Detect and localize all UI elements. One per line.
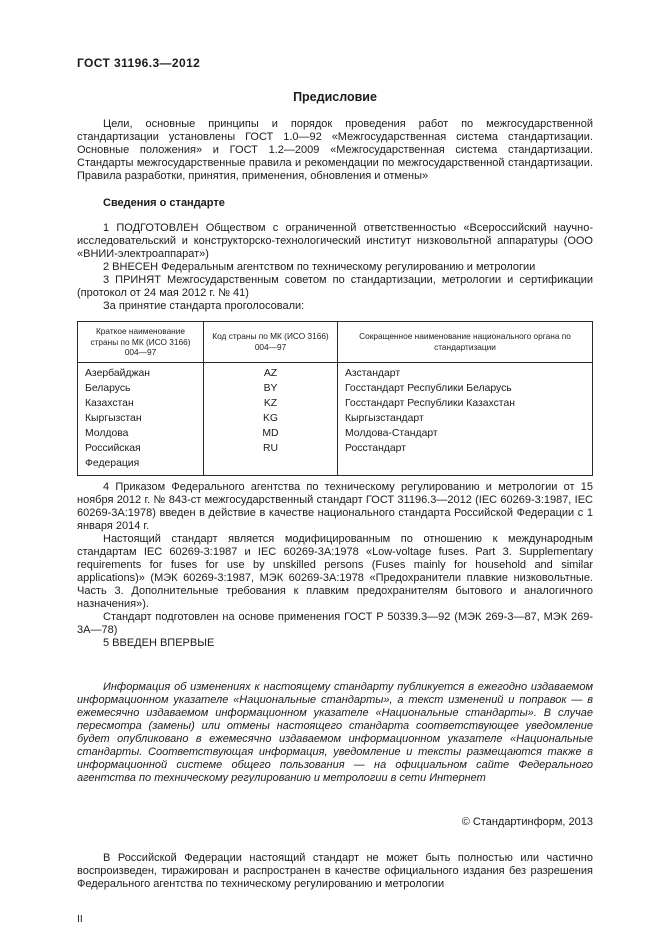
cell-body: Азстандарт	[338, 362, 593, 381]
table-row	[78, 362, 593, 381]
page-number: II	[77, 912, 83, 925]
doc-number: ГОСТ 31196.3—2012	[77, 56, 201, 70]
standard-info-items	[77, 222, 593, 313]
table-row	[78, 411, 593, 426]
info-item-1: 1 ПОДГОТОВЛЕН Обществом с ограниченной ответственностью «Всероссийский научно-исследовательский и конструкторско-технологический институт низковольтной аппаратуры (ООО «ВНИИ-электроаппарат»)	[77, 222, 593, 260]
cell-country: Молдова	[78, 426, 204, 441]
table-row	[78, 426, 593, 441]
cell-country: Азербайджан	[78, 362, 204, 381]
intro-paragraph: Цели, основные принципы и порядок проведения работ по межгосударственной стандартизации установлены ГОСТ 1.0—92 «Межгосударственная система стандартизации. Основные положения» и ГОСТ 1.2—2009 «Межгосударственная система стандартизации. Стандарты межгосударственные правила и рекомендации по межгосударственной стандартизации. Правила разработки, принятия, применения, обновления и отмены»	[77, 118, 593, 182]
amendments-notice: Информация об изменениях к настоящему стандарту публикуется в ежегодно издаваемом информационном указателе «Национальные стандарты», а текст изменений и поправок — в ежемесячно издаваемом информационном указателе «Национальные стандарты». В случае пересмотра (замены) или отмены настоящего стандарта соответствующее уведомление будет опубликовано в ежемесячно издаваемом информационном указателе «Национальные стандарты. Соответствующая информация, уведомление и тексты размещаются также в информационной системе общего пользования — на официальном сайте Федерального агентства по техническому регулированию и метрологии в сети Интернет	[77, 680, 593, 784]
cell-code: MD	[204, 426, 338, 441]
cell-country: Кыргызстан	[78, 411, 204, 426]
cell-body: Госстандарт Республики Казахстан	[338, 396, 593, 411]
voting-table-body	[78, 362, 593, 475]
info-item-4: 4 Приказом Федерального агентства по техническому регулированию и метрологии от 15 ноября 2012 г. № 843-ст межгосударственный стандарт ГОСТ 31196.3—2012 (IEC 60269-3:1987, IEC 60269-3A:1978) введен в действие в качестве национального стандарта Российской Федерации с 1 января 2014 г.	[77, 480, 593, 532]
copyright-line: © Стандартинформ, 2013	[461, 815, 593, 828]
info-item-5: 5 ВВЕДЕН ВПЕРВЫЕ	[103, 636, 215, 649]
cell-country: Беларусь	[78, 381, 204, 396]
cell-body: Молдова-Стандарт	[338, 426, 593, 441]
cell-code: AZ	[204, 362, 338, 381]
table-row	[78, 381, 593, 396]
basis-note: Стандарт подготовлен на основе применения ГОСТ Р 50339.3—92 (МЭК 269-3—87, МЭК 269-3А—78)	[77, 610, 593, 636]
cell-country: Казахстан	[78, 396, 204, 411]
info-item-3: 3 ПРИНЯТ Межгосударственным советом по стандартизации, метрологии и сертификации (протокол от 24 мая 2012 г. № 41)	[77, 274, 593, 299]
voting-table	[77, 321, 593, 476]
cell-body: Кыргызстандарт	[338, 411, 593, 426]
cell-code: KZ	[204, 396, 338, 411]
modified-note: Настоящий стандарт является модифицированным по отношению к международным стандартам IEC 60269-3:1987 и IEC 60269-3A:1978 «Low-voltage fuses. Part 3. Supplementary requirements for fuses for use by unskilled persons (Fuses mainly for household and similar applications)» (МЭК 60269-3:1987, МЭК 60269-3A:1978 «Предохранители плавкие низковольтные. Часть 3. Дополнительные требования к плавким предохранителям бытового и аналогичного назначения»).	[77, 532, 593, 610]
cell-body: Росстандарт	[338, 441, 593, 476]
cell-country: Российская Федерация	[78, 441, 204, 476]
table-row	[78, 441, 593, 476]
table-header-row	[78, 322, 593, 363]
cell-body: Госстандарт Республики Беларусь	[338, 381, 593, 396]
header-body: Сокращенное наименование национального органа по стандартизации	[338, 322, 593, 363]
cell-code: BY	[204, 381, 338, 396]
page-title: Предисловие	[293, 90, 377, 104]
cell-code: KG	[204, 411, 338, 426]
header-country: Краткое наименование страны по МК (ИСО 3166) 004—97	[78, 322, 204, 363]
vote-intro-line: За принятие стандарта проголосовали:	[103, 300, 305, 312]
table-row	[78, 396, 593, 411]
standard-info-heading: Сведения о стандарте	[103, 197, 225, 209]
header-code: Код страны по МК (ИСО 3166) 004—97	[204, 322, 338, 363]
reproduction-notice: В Российской Федерации настоящий стандарт не может быть полностью или частично воспроизведен, тиражирован и распространен в качестве официального издания без разрешения Федерального агентства по техническому регулированию и метрологии	[77, 851, 593, 890]
info-item-2: 2 ВНЕСЕН Федеральным агентством по техническому регулированию и метрологии	[103, 261, 536, 273]
cell-code: RU	[204, 441, 338, 476]
voting-table-header	[78, 322, 593, 363]
